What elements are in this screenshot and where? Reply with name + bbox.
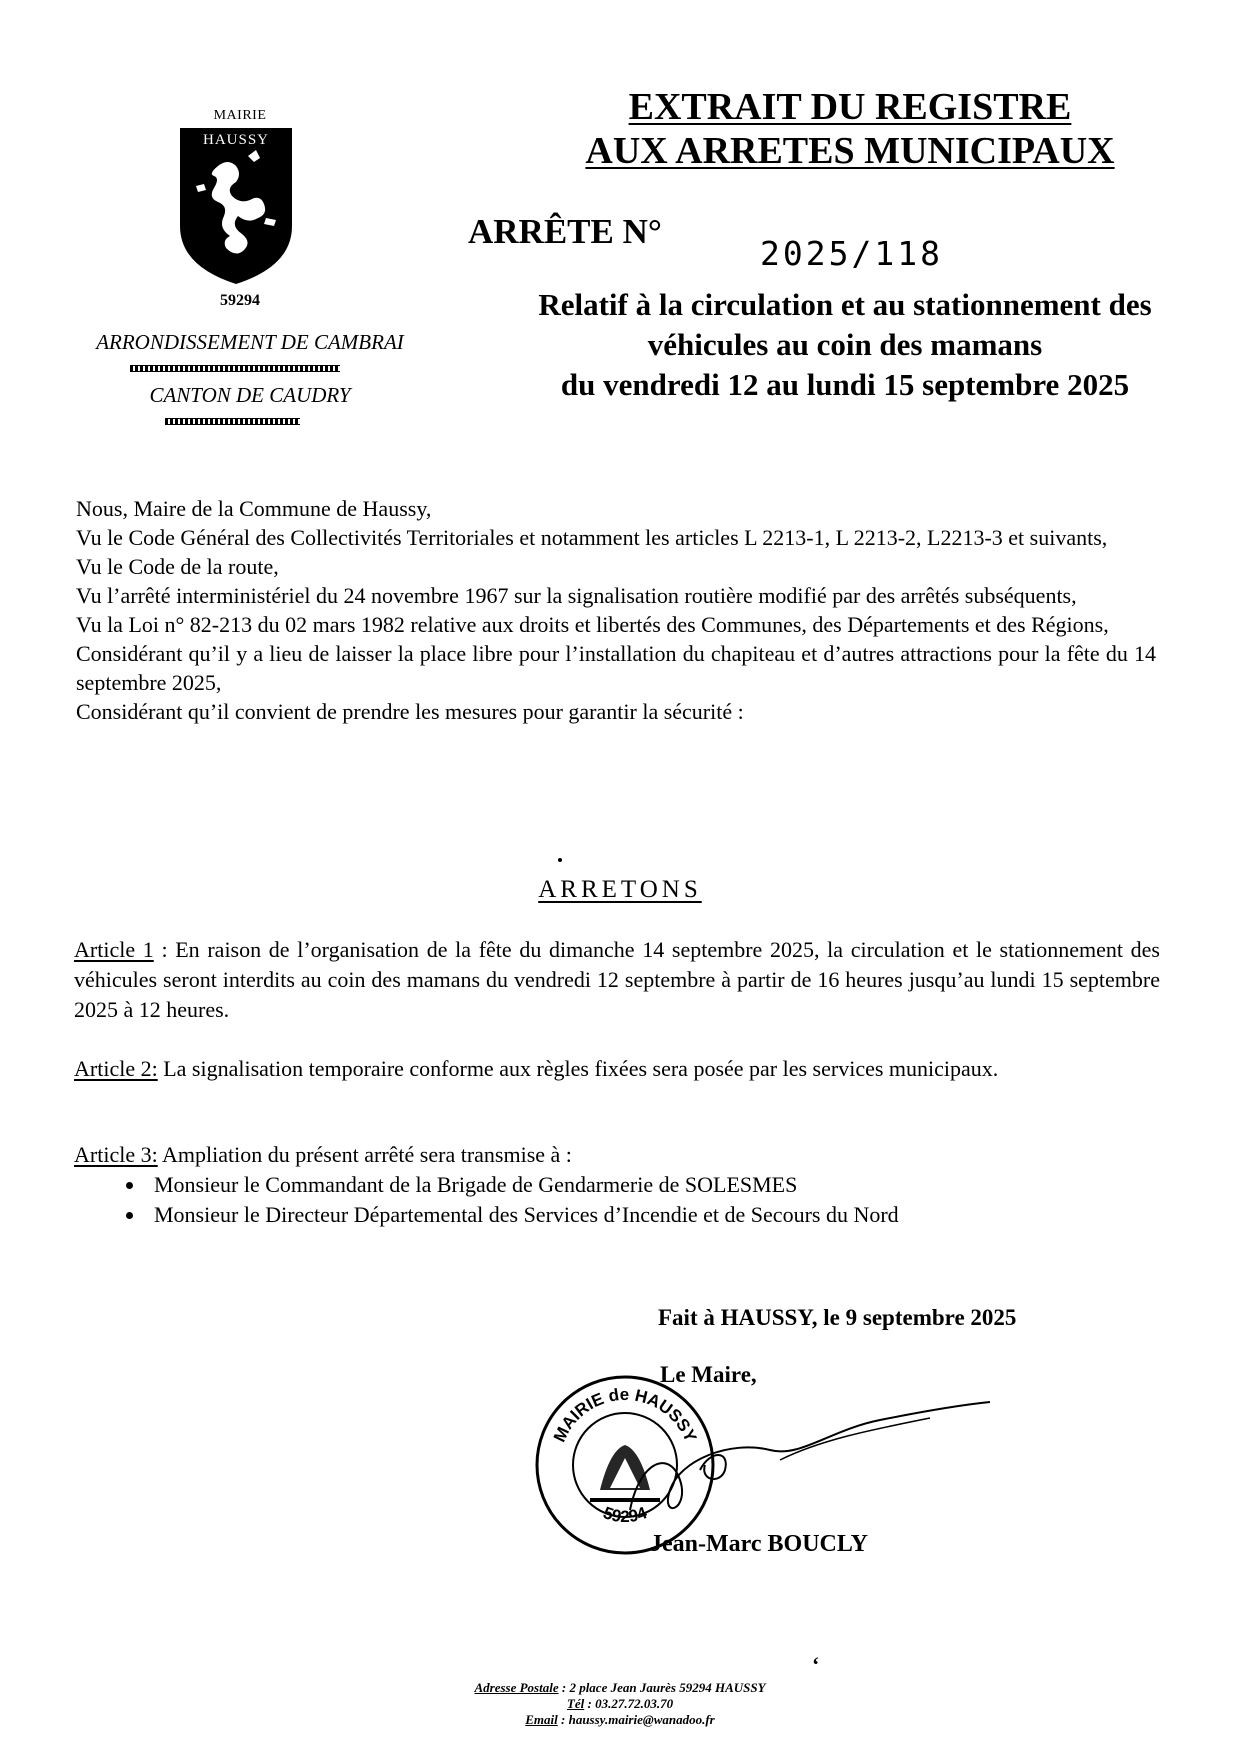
divider: [165, 418, 300, 425]
postcode: 59294: [220, 292, 260, 309]
considerant-line: Vu le Code de la route,: [76, 554, 279, 579]
considerant-line: Considérant qu’il y a lieu de laisser la place libre pour l’installation du chapiteau et d’autres attractions pour la fête du 14 septembre 2025,: [76, 641, 1156, 695]
mairie-label: MAIRIE: [213, 108, 267, 123]
article-1: [74, 935, 1160, 1025]
recipients-list: [74, 1170, 1160, 1230]
article-2: [74, 1054, 1160, 1084]
considerant-line: Vu le Code Général des Collectivités Territoriales et notamment les articles L 2213-1, L 2213-2, L2213-3 et suivants,: [76, 525, 1108, 550]
email-value: : haussy.mairie@wanadoo.fr: [557, 1712, 715, 1727]
considerants: [76, 494, 1156, 726]
considerant-line: Nous, Maire de la Commune de Haussy,: [76, 496, 432, 521]
signatory-name: Jean-Marc BOUCLY: [650, 1531, 868, 1557]
address-value: : 2 place Jean Jaurès 59294 HAUSSY: [558, 1680, 766, 1695]
stamp-text: MAIRIE de HAUSSY: [549, 1384, 701, 1445]
article-label: Article 2:: [74, 1056, 158, 1081]
canton-label: CANTON DE CAUDRY: [149, 383, 351, 407]
article-label: Article 3:: [74, 1142, 158, 1167]
phone-label: Tél: [566, 1696, 585, 1711]
arrete-label: ARRÊTE N°: [468, 212, 662, 251]
recipient-item: • Monsieur le Commandant de la Brigade de Gendarmerie de SOLESMES: [146, 1170, 1160, 1200]
arrondissement-label: ARRONDISSEMENT DE CAMBRAI: [96, 330, 404, 354]
article-text: En raison de l’organisation de la fête du dimanche 14 septembre 2025, la circulation et le stationnement des véhicules seront interdits au coin des mamans du vendredi 12 septembre à partir de 16 heures jusqu’au lundi 15 septembre 2025 à 12 heures.: [74, 937, 1160, 1022]
article-3: [74, 1140, 1160, 1230]
subject-line2: véhicules au coin des mamans: [647, 327, 1043, 362]
register-title-line1: EXTRAIT DU REGISTRE: [628, 86, 1072, 128]
email-label: Email: [525, 1712, 558, 1727]
subject-line1: Relatif à la circulation et au stationnement des: [538, 287, 1152, 322]
considerant-line: Considérant qu’il convient de prendre les mesures pour garantir la sécurité :: [76, 699, 744, 724]
article-text: La signalisation temporaire conforme aux règles fixées sera posée par les services municipaux.: [163, 1056, 999, 1081]
scan-speck: [558, 858, 562, 862]
signatory-title: Le Maire,: [660, 1362, 757, 1387]
register-title-line2: AUX ARRETES MUNICIPAUX: [585, 130, 1115, 172]
subject-line3: du vendredi 12 au lundi 15 septembre 2025: [560, 367, 1130, 402]
place-date: Fait à HAUSSY, le 9 septembre 2025: [658, 1305, 1017, 1330]
considerant-line: Vu l’arrêté interministériel du 24 novembre 1967 sur la signalisation routière modifié par des arrêtés subséquents,: [76, 583, 1077, 608]
lion-crest-icon: [178, 126, 294, 286]
arretons-heading: ARRETONS: [538, 876, 702, 903]
address-label: Adresse Postale: [474, 1680, 559, 1695]
recipient-item: • Monsieur le Directeur Départemental des Services d’Incendie et de Secours du Nord: [146, 1200, 1160, 1230]
stamp-postcode: 59294: [600, 1503, 650, 1527]
article-label: Article 1: [74, 937, 154, 962]
considerant-line: Vu la Loi n° 82-213 du 02 mars 1982 relative aux droits et libertés des Communes, des Départements et des Régions,: [76, 612, 1109, 637]
divider: [130, 365, 340, 372]
scan-mark: ‘: [812, 1652, 820, 1677]
article-separator: :: [153, 937, 176, 962]
register-title: [560, 85, 1140, 173]
article-text: Ampliation du présent arrêté sera transmise à :: [162, 1142, 572, 1167]
handwritten-signature: [600, 1400, 1000, 1530]
arrete-subject: [500, 285, 1190, 405]
crest-town-text: HAUSSY: [202, 132, 270, 148]
footer-contact: [330, 1680, 910, 1728]
phone-value: : 03.27.72.03.70: [584, 1696, 674, 1711]
arrete-number: 2025/118: [760, 234, 943, 273]
